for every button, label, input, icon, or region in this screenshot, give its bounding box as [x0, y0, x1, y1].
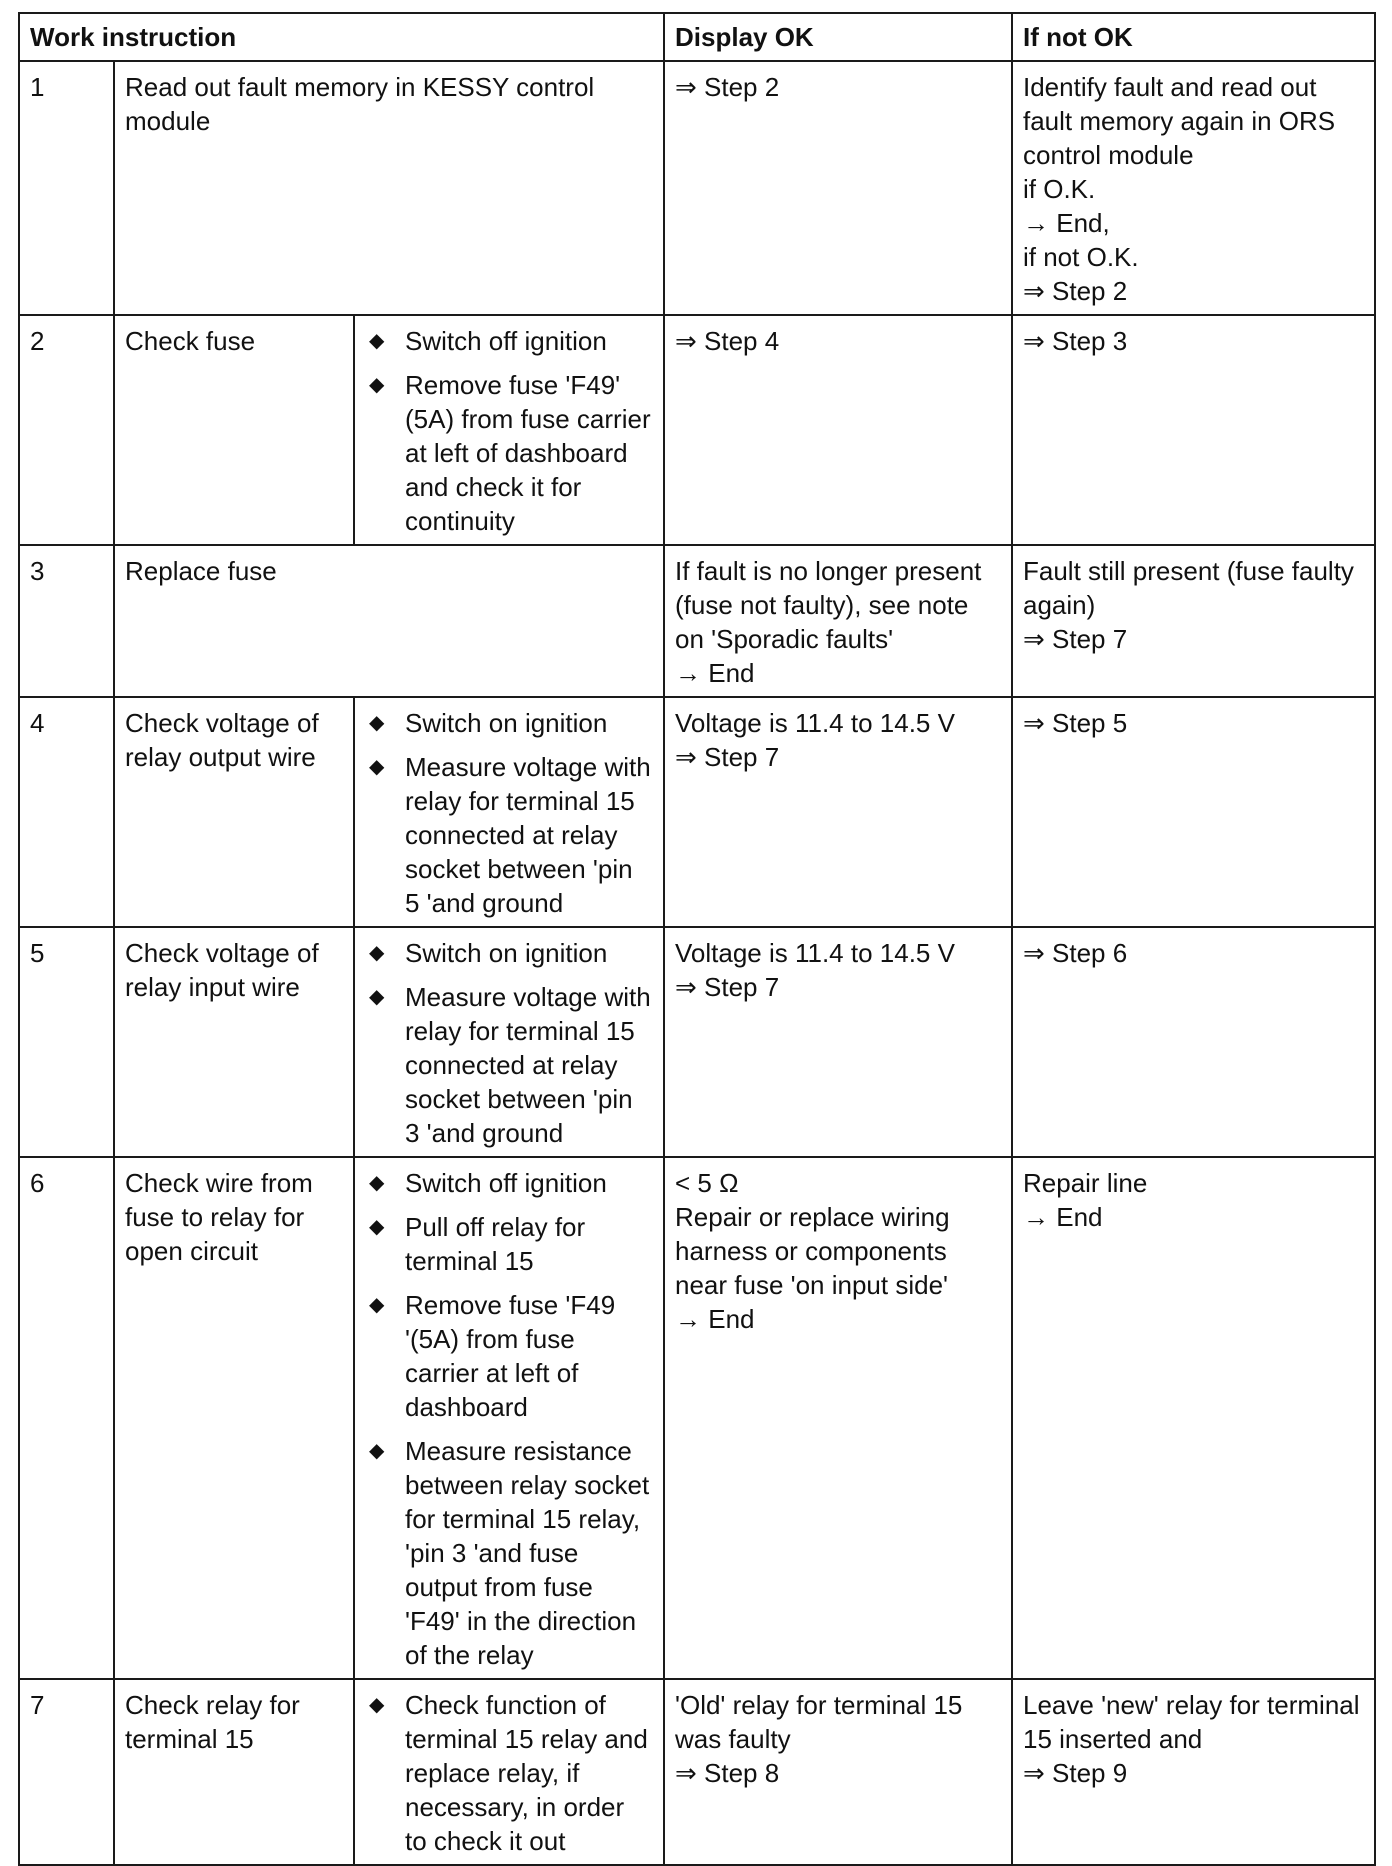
table-row: [19, 61, 1375, 315]
bullet-icon: ◆: [369, 330, 385, 352]
if-not-ok-line: → End,: [1023, 208, 1110, 238]
action-item: [365, 1434, 653, 1672]
display-ok-line: ⇒ Step 8: [675, 1758, 780, 1788]
if-not-ok-line: ⇒ Step 9: [1023, 1758, 1128, 1788]
table-row: [19, 697, 1375, 927]
display-ok-cell: [664, 61, 1012, 315]
action-text: Remove fuse 'F49' (5A) from fuse carrier at left of dashboard and check it for continuity: [405, 370, 651, 536]
bullet-icon: ◆: [369, 1440, 385, 1462]
step-number: 1: [19, 61, 114, 315]
actions-cell: [354, 315, 664, 545]
display-ok-line: Voltage is 11.4 to 14.5 V: [675, 708, 955, 738]
display-ok-cell: [664, 315, 1012, 545]
step-number: 6: [19, 1157, 114, 1679]
action-text: Measure resistance between relay socket for terminal 15 relay, 'pin 3 'and fuse output from fuse 'F49' in the direction of the relay: [405, 1436, 650, 1670]
bullet-icon: ◆: [369, 1694, 385, 1716]
bullet-icon: ◆: [369, 1294, 385, 1316]
if-not-ok-cell: [1012, 315, 1375, 545]
display-ok-line: < 5 Ω: [675, 1168, 739, 1198]
display-ok-line: ⇒ Step 2: [675, 72, 780, 102]
if-not-ok-line: if not O.K.: [1023, 242, 1139, 272]
table-row: [19, 315, 1375, 545]
action-item: [365, 706, 653, 740]
action-text: Switch on ignition: [405, 708, 608, 738]
action-item: [365, 324, 653, 358]
if-not-ok-line: Identify fault and read out fault memory again in ORS control module: [1023, 72, 1336, 170]
table-header-row: [19, 13, 1375, 61]
table-row: [19, 1157, 1375, 1679]
action-text: Check function of terminal 15 relay and replace relay, if necessary, in order to check it out: [405, 1690, 648, 1856]
action-text: Switch off ignition: [405, 1168, 607, 1198]
instruction-text: Check fuse: [114, 315, 354, 545]
instruction-text: Replace fuse: [114, 545, 664, 697]
if-not-ok-line: if O.K.: [1023, 174, 1096, 204]
step-number: 7: [19, 1679, 114, 1865]
display-ok-cell: [664, 697, 1012, 927]
if-not-ok-line: → End: [1023, 1202, 1103, 1232]
display-ok-line: → End: [675, 658, 755, 688]
step-number: 2: [19, 315, 114, 545]
if-not-ok-line: ⇒ Step 7: [1023, 624, 1128, 654]
display-ok-line: ⇒ Step 7: [675, 972, 780, 1002]
if-not-ok-line: Repair line: [1023, 1168, 1148, 1198]
table-body: [19, 61, 1375, 1865]
if-not-ok-cell: [1012, 61, 1375, 315]
if-not-ok-line: Fault still present (fuse faulty again): [1023, 556, 1354, 620]
action-text: Measure voltage with relay for terminal 15 connected at relay socket between 'pin 3 'and ground: [405, 982, 651, 1148]
if-not-ok-line: Leave 'new' relay for terminal 15 inserted and: [1023, 1690, 1360, 1754]
instruction-text: Check relay for terminal 15: [114, 1679, 354, 1865]
display-ok-cell: [664, 1679, 1012, 1865]
action-item: [365, 750, 653, 920]
if-not-ok-line: ⇒ Step 3: [1023, 326, 1128, 356]
display-ok-cell: [664, 545, 1012, 697]
display-ok-line: ⇒ Step 4: [675, 326, 780, 356]
if-not-ok-cell: [1012, 927, 1375, 1157]
if-not-ok-cell: [1012, 697, 1375, 927]
actions-cell: [354, 1157, 664, 1679]
action-text: Switch off ignition: [405, 326, 607, 356]
bullet-icon: ◆: [369, 756, 385, 778]
action-list: [365, 1688, 653, 1858]
actions-cell: [354, 697, 664, 927]
action-list: [365, 324, 653, 538]
action-item: [365, 1288, 653, 1424]
display-ok-line: Repair or replace wiring harness or components near fuse 'on input side': [675, 1202, 950, 1300]
action-item: [365, 1210, 653, 1278]
bullet-icon: ◆: [369, 986, 385, 1008]
actions-cell: [354, 927, 664, 1157]
action-list: [365, 706, 653, 920]
if-not-ok-cell: [1012, 1157, 1375, 1679]
instruction-text: Check wire from fuse to relay for open circuit: [114, 1157, 354, 1679]
header-display-ok: Display OK: [664, 13, 1012, 61]
table-row: [19, 1679, 1375, 1865]
display-ok-line: ⇒ Step 7: [675, 742, 780, 772]
display-ok-line: 'Old' relay for terminal 15 was faulty: [675, 1690, 963, 1754]
action-item: [365, 980, 653, 1150]
bullet-icon: ◆: [369, 1172, 385, 1194]
display-ok-line: Voltage is 11.4 to 14.5 V: [675, 938, 955, 968]
instruction-text: Check voltage of relay output wire: [114, 697, 354, 927]
if-not-ok-line: ⇒ Step 6: [1023, 938, 1128, 968]
action-text: Switch on ignition: [405, 938, 608, 968]
step-number: 4: [19, 697, 114, 927]
display-ok-line: → End: [675, 1304, 755, 1334]
bullet-icon: ◆: [369, 712, 385, 734]
header-if-not-ok: If not OK: [1012, 13, 1375, 61]
action-item: [365, 1688, 653, 1858]
actions-cell: [354, 1679, 664, 1865]
if-not-ok-line: ⇒ Step 2: [1023, 276, 1128, 306]
action-list: [365, 1166, 653, 1672]
action-text: Remove fuse 'F49 '(5A) from fuse carrier at left of dashboard: [405, 1290, 616, 1422]
table-row: [19, 927, 1375, 1157]
display-ok-cell: [664, 927, 1012, 1157]
table-row: [19, 545, 1375, 697]
display-ok-cell: [664, 1157, 1012, 1679]
action-item: [365, 936, 653, 970]
if-not-ok-cell: [1012, 1679, 1375, 1865]
bullet-icon: ◆: [369, 1216, 385, 1238]
step-number: 5: [19, 927, 114, 1157]
bullet-icon: ◆: [369, 374, 385, 396]
work-instruction-table: [18, 12, 1376, 1866]
action-text: Pull off relay for terminal 15: [405, 1212, 586, 1276]
if-not-ok-line: ⇒ Step 5: [1023, 708, 1128, 738]
action-text: Measure voltage with relay for terminal 15 connected at relay socket between 'pin 5 'and ground: [405, 752, 651, 918]
instruction-text: Check voltage of relay input wire: [114, 927, 354, 1157]
if-not-ok-cell: [1012, 545, 1375, 697]
instruction-text: Read out fault memory in KESSY control module: [114, 61, 664, 315]
step-number: 3: [19, 545, 114, 697]
bullet-icon: ◆: [369, 942, 385, 964]
action-item: [365, 368, 653, 538]
action-item: [365, 1166, 653, 1200]
display-ok-line: If fault is no longer present (fuse not faulty), see note on 'Sporadic faults': [675, 556, 982, 654]
header-work-instruction: Work instruction: [19, 13, 664, 61]
action-list: [365, 936, 653, 1150]
